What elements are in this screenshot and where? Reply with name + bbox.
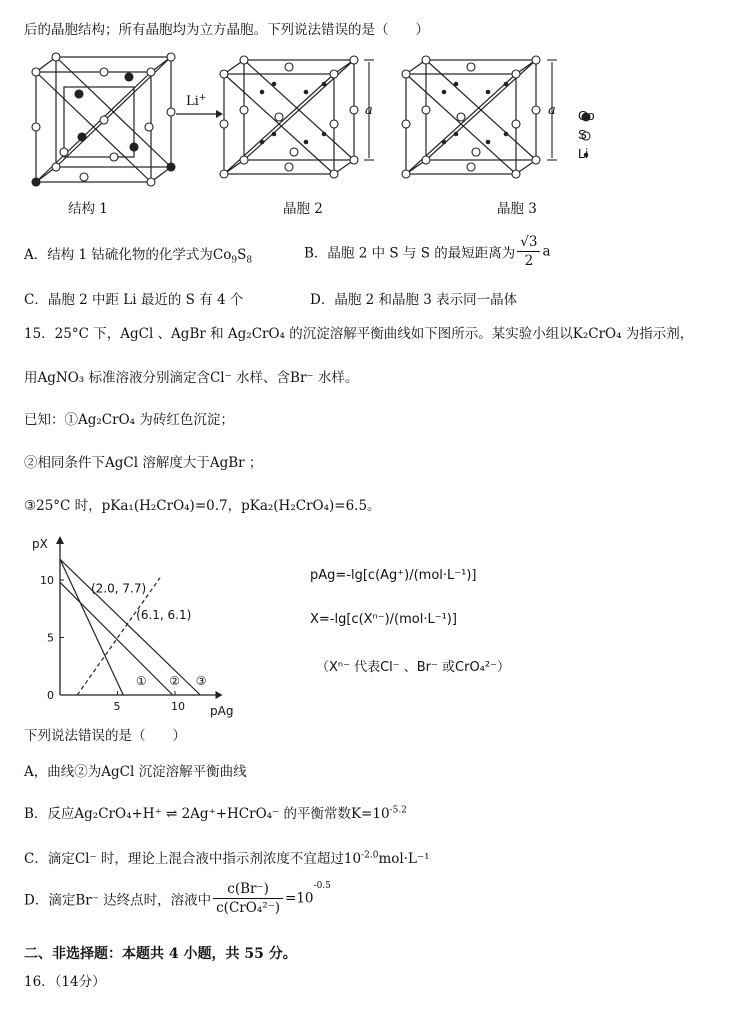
- q15-question: 下列说法错误的是（ ）: [24, 728, 186, 744]
- arrow-label: Li+: [186, 93, 207, 109]
- x-axis-arrow: [216, 691, 223, 699]
- y-axis-arrow: [56, 536, 64, 544]
- cell-3-li-atoms: [442, 82, 509, 145]
- curve-label-3: ③: [195, 674, 207, 688]
- q15-known-1: 已知：①Ag₂CrO₄ 为砖红色沉淀；: [24, 412, 234, 428]
- caption-cell-3: 晶胞 3: [497, 201, 537, 217]
- q14-option-d: D．晶胞 2 和晶胞 3 表示同一晶体: [310, 292, 518, 308]
- legend-co: Co: [578, 108, 595, 123]
- y-tick-label: 5: [47, 631, 54, 645]
- x-axis-label: pAg: [210, 704, 234, 718]
- curve-2: [60, 582, 173, 695]
- formula-x: X=-lg[c(Xⁿ⁻)/(mol·L⁻¹)]: [310, 612, 457, 627]
- cell-2-li-atoms: [260, 82, 327, 145]
- legend-li: Li: [578, 146, 589, 161]
- y-tick-label: 10: [40, 574, 54, 587]
- q15-option-b: B．反应Ag₂CrO₄+H⁺ ⇌ 2Ag⁺+HCrO₄⁻ 的平衡常数$K=10^{-5.2}$: [24, 805, 407, 822]
- curve-label-2: ②: [169, 674, 181, 688]
- q14-option-b: B．晶胞 2 中 S 与 S 的最短距离为 $\frac{√3}{2}$ a: [304, 234, 551, 269]
- crystal-structure-figure: [24, 52, 624, 192]
- x-tick-label: 5: [113, 700, 121, 713]
- axis-a-label-2: a: [548, 103, 556, 118]
- q15-known-3: ③25°C 时，pKa₁(H₂CrO₄)=0.7，pKa₂(H₂CrO₄)=6.5。: [24, 498, 381, 514]
- point-annotation-2: (6.1, 6.1): [136, 607, 192, 622]
- intro-text: 后的晶胞结构；所有晶胞均为立方晶胞。下列说法错误的是（ ）: [24, 22, 429, 38]
- q16-heading: 16．（14分）: [24, 974, 106, 990]
- y-tick-label: 0: [47, 689, 54, 702]
- legend-s: S: [578, 127, 587, 142]
- x-tick-label: 10: [171, 700, 185, 713]
- solubility-equilibrium-chart: [24, 530, 264, 720]
- formula-pag: pAg=-lg[c(Ag⁺)/(mol·L⁻¹)]: [310, 568, 477, 583]
- q15-option-a: A，曲线②为AgCl 沉淀溶解平衡曲线: [24, 764, 247, 780]
- structure-1-atoms: [32, 53, 175, 186]
- q15-stem-line2: 用AgNO₃ 标准溶液分别滴定含Cl⁻ 水样、含Br⁻ 水样。: [24, 370, 359, 386]
- section-2-heading: 二、非选择题：本题共 4 小题，共 55 分。: [24, 946, 297, 962]
- point-annotation-1: (2.0, 7.7): [91, 581, 147, 596]
- formula-x-note: （Xⁿ⁻ 代表Cl⁻ 、Br⁻ 或CrO₄²⁻）: [316, 660, 510, 675]
- caption-structure-1: 结构 1: [68, 201, 108, 217]
- q15-option-d: D．滴定Br⁻ 达终点时，溶液中 $\frac{c(Br^-)}{\text{c(CrO₄²⁻)}}$ $=10^{-0.5}$: [24, 881, 331, 916]
- q15-option-c: C．滴定Cl⁻ 时，理论上混合液中指示剂浓度不宜超过$10^{-2.0}mol\cdot L^{-1}$: [24, 850, 430, 867]
- y-axis-label: pX: [32, 537, 48, 551]
- q15-stem-line1: 15．25°C 下，AgCl 、AgBr 和 Ag₂CrO₄ 的沉淀溶解平衡曲线如下图所示。某实验小组以K₂CrO₄ 为指示剂，: [24, 326, 694, 342]
- q14-option-a: A．结构 1 钴硫化物的化学式为$Co_9S_8$: [24, 247, 253, 266]
- q15-known-2: ②相同条件下AgCl 溶解度大于AgBr ；: [24, 455, 263, 471]
- q14-option-c: C．晶胞 2 中距 Li 最近的 S 有 4 个: [24, 292, 244, 308]
- curve-label-1: ①: [135, 674, 147, 688]
- axis-a-label-1: a: [365, 103, 373, 118]
- caption-cell-2: 晶胞 2: [283, 201, 323, 217]
